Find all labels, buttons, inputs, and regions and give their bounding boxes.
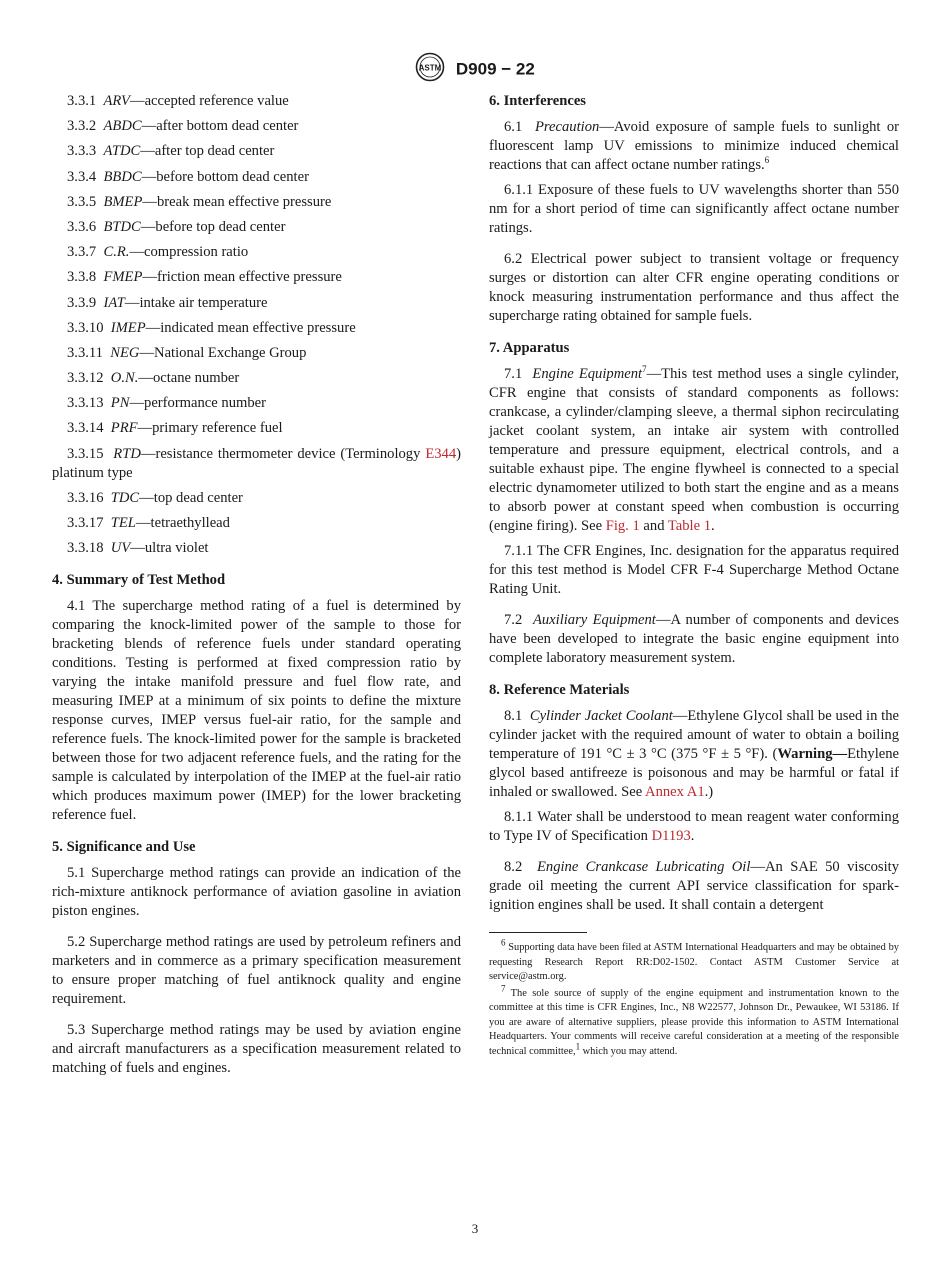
definition-item [52, 193, 461, 212]
definition-number: 3.3.5 [67, 193, 97, 210]
definition-text: —performance number [129, 395, 266, 412]
fig-1-link[interactable]: Fig. 1 [605, 518, 640, 534]
section-6-heading: 6. Interferences [489, 93, 586, 109]
definition-item [52, 243, 461, 262]
definition-text: —after top dead center [140, 143, 275, 160]
definition-term: BMEP [103, 193, 143, 210]
definition-text: —compression ratio [129, 244, 249, 261]
definition-term: TDC [110, 489, 140, 506]
definition-text: —indicated mean effective pressure [145, 319, 356, 336]
definition-text: —after bottom dead center [141, 118, 299, 135]
definition-term: O.N. [110, 370, 139, 387]
paragraph-7-1: 7.1 Engine Equipment$^7$—This test method uses a single cylinder, CFR engine that consists of standard components as follows: crankcase, a cylinder/clamping sleeve, a thermal siphon recirculating jacket coolant system, an intake air system with controlled temperature and pressure equipment, electrical controls, and a suitable exhaust pipe. The engine flywheel is connected to a special electric dynamometer utilized to both start the engine and as a means to absorb power at constant speed when combustion is occurring (engine firing). See Fig. 1 and Table 1. [489, 364, 900, 534]
definitions-list [52, 92, 461, 438]
definition-number: 3.3.2 [67, 118, 97, 135]
d1193-link[interactable]: D1193 [651, 828, 691, 844]
definition-item [52, 294, 461, 313]
section-4-heading: 4. Summary of Test Method [52, 572, 226, 589]
annex-a1-link[interactable]: Annex A1 [645, 784, 705, 800]
section-8-heading: 8. Reference Materials [489, 682, 630, 698]
definition-item: 3.3.15 RTD—resistance thermometer device (Terminology E344) platinum type [52, 445, 461, 481]
definition-item [52, 168, 461, 187]
paragraph-5-3: 5.3 Supercharge method ratings may be used by aviation engine and aircraft manufacturers as a specification measurement related to matching of fuels and engines. [52, 1022, 461, 1077]
definition-item [52, 369, 461, 388]
definition-term: UV [110, 540, 131, 557]
definitions-list-tail [52, 489, 461, 558]
definition-term: PN [110, 395, 130, 412]
definition-term: ABDC [103, 118, 142, 135]
definition-item [52, 92, 461, 111]
definition-text: —accepted reference value [129, 93, 289, 109]
paragraph-6-1: 6.1 Precaution—Avoid exposure of sample fuels to sunlight or fluorescent lamp UV emissions to minimize induced chemical reactions that can affect octane number ratings.$^6$ [489, 119, 899, 173]
definition-text: —tetraethyllead [135, 515, 230, 531]
definition-item [52, 268, 461, 287]
definition-number: 3.3.4 [67, 168, 97, 185]
definition-text: —before bottom dead center [141, 168, 309, 185]
definition-number: 3.3.18 [67, 540, 104, 557]
paragraph-8-1-1: 8.1.1 Water shall be understood to mean reagent water conforming to Type IV of Specification D1193. [489, 809, 899, 844]
definition-text: —National Exchange Group [139, 344, 307, 361]
paragraph-6-1-1: 6.1.1 Exposure of these fuels to UV wavelengths shorter than 550 nm for a short period of time can significantly affect octane number ratings. [489, 182, 899, 236]
definition-term: ARV [103, 93, 130, 109]
definition-term: PRF [110, 420, 138, 437]
astm-logo-icon [415, 52, 445, 87]
definition-text: —top dead center [139, 489, 243, 506]
definition-term: C.R. [103, 244, 130, 261]
definition-text: —break mean effective pressure [142, 193, 332, 210]
definition-term: FMEP [103, 269, 143, 286]
definition-number: 3.3.6 [67, 218, 97, 235]
definition-number: 3.3.9 [67, 294, 97, 311]
document-designation: D909 − 22 [455, 59, 535, 79]
definition-item [52, 514, 461, 533]
definition-term: ATDC [103, 143, 141, 160]
definition-term: IAT [103, 294, 125, 311]
definition-item [52, 419, 461, 438]
definition-number: 3.3.10 [67, 319, 104, 336]
right-column [489, 92, 899, 1061]
definition-term: TEL [110, 515, 136, 531]
definition-text: —intake air temperature [124, 294, 268, 311]
paragraph-5-1: 5.1 Supercharge method ratings can provide an indication of the rich-mixture antiknock performance of aviation gasoline in aviation piston engines. [52, 865, 461, 920]
definition-text: —ultra violet [130, 540, 209, 557]
definition-number: 3.3.12 [67, 370, 104, 387]
footnote-divider [489, 932, 587, 933]
definition-number: 3.3.13 [67, 395, 104, 412]
definition-number: 3.3.11 [67, 344, 103, 361]
paragraph-8-1: 8.1 Cylinder Jacket Coolant—Ethylene Glycol shall be used in the cylinder jacket with the required amount of water to obtain a boiling temperature of 191 °C ± 3 °C (375 °F ± 5 °F). (Warning—Ethylene glycol based antifreeze is poisonous and may be harmful or fatal if inhaled or swallowed. See Annex A1.) [489, 708, 900, 800]
definition-item [52, 489, 461, 508]
svg-text:ASTM: ASTM [418, 63, 442, 73]
paragraph-5-2: 5.2 Supercharge method ratings are used by petroleum refiners and marketers and in commerce as a primary specification measurement to ensure proper matching of fuel antiknock quality and engine requirement. [52, 934, 461, 1008]
paragraph-7-1-1: 7.1.1 The CFR Engines, Inc. designation for the apparatus required for this test method is Model CFR F-4 Supercharge Method Octane Rating Unit. [489, 543, 899, 597]
definition-text: —primary reference fuel [137, 420, 283, 437]
e344-link[interactable]: E344 [425, 445, 457, 462]
definition-item [52, 142, 461, 161]
paragraph-7-2: 7.2 Auxiliary Equipment—A number of components and devices have been developed to integrate the basic engine equipment into complete laboratory measurement system. [489, 612, 900, 666]
definition-term: BTDC [103, 218, 141, 235]
table-1-link[interactable]: Table 1 [667, 518, 712, 534]
definition-item [52, 117, 461, 136]
left-column [52, 92, 461, 1084]
section-5-heading: 5. Significance and Use [52, 839, 196, 856]
definition-number: 3.3.17 [67, 515, 104, 531]
footnote-7: $^7$ The sole source of supply of the engine equipment and instrumentation known to the committee at this time is CFR Engines, Inc., N8 W22577, Johnson Dr., Pewaukee, WI 53186. If you are aware of alternative suppliers, please provide this information to ASTM International Headquarters. Your comments will receive careful consideration at a meeting of the responsible technical committee,$^1$ which you may attend. [489, 983, 899, 1057]
paragraph-6-2: 6.2 Electrical power subject to transient voltage or frequency surges or distortion can alter CFR engine operating conditions or knock measuring instrumentation performance and thus affect the supercharge rating obtained for sample fuels. [489, 251, 899, 324]
definition-text: —friction mean effective pressure [142, 269, 342, 286]
definition-number: 3.3.1 [67, 93, 97, 109]
paragraph-4-1: 4.1 The supercharge method rating of a fuel is determined by comparing the knock-limited power of the sample to those for bracketing blends of reference fuels under standard operating conditions. Testing is performed at fixed compression ratio by varying the intake manifold pressure and fuel flow rate, and measuring IMEP at a minimum of six points to define the mixture response curves, IMEP versus fuel-air ratio, for the sample and reference fuels. The knock-limited power for the sample is bracketed between those for two adjacent reference fuels, and the rating for the sample is calculated by interpolation of the IMEP at the fuel-air ratio which produces maximum power (IMEP) for the lower bracketing reference fuel. [52, 598, 461, 824]
paragraph-8-2: 8.2 Engine Crankcase Lubricating Oil—An SAE 50 viscosity grade oil meeting the current API service classification for spark-ignition engines shall be used. It shall contain a detergent [489, 859, 899, 913]
definition-term: IMEP [110, 319, 146, 336]
definition-item [52, 539, 461, 558]
definition-term: BBDC [103, 168, 142, 185]
definition-term: NEG [110, 344, 140, 361]
definition-text: —before top dead center [140, 218, 286, 235]
footnote-6: $^6$ Supporting data have been filed at ASTM International Headquarters and may be obtained by requesting Research Report RR:D02-1502. Contact ASTM Customer Service at service@astm.org. [489, 937, 899, 982]
definition-text: —octane number [138, 370, 240, 387]
definition-item [52, 344, 461, 363]
definition-item [52, 218, 461, 237]
definition-item [52, 319, 461, 338]
definition-number: 3.3.16 [67, 489, 104, 506]
page-header [0, 52, 950, 87]
definition-number: 3.3.3 [67, 143, 97, 160]
page-number: 3 [471, 1221, 479, 1236]
definition-number: 3.3.8 [67, 269, 97, 286]
definition-item [52, 394, 461, 413]
definition-number: 3.3.7 [67, 244, 97, 261]
section-7-heading: 7. Apparatus [489, 340, 570, 356]
definition-number: 3.3.14 [67, 420, 104, 437]
